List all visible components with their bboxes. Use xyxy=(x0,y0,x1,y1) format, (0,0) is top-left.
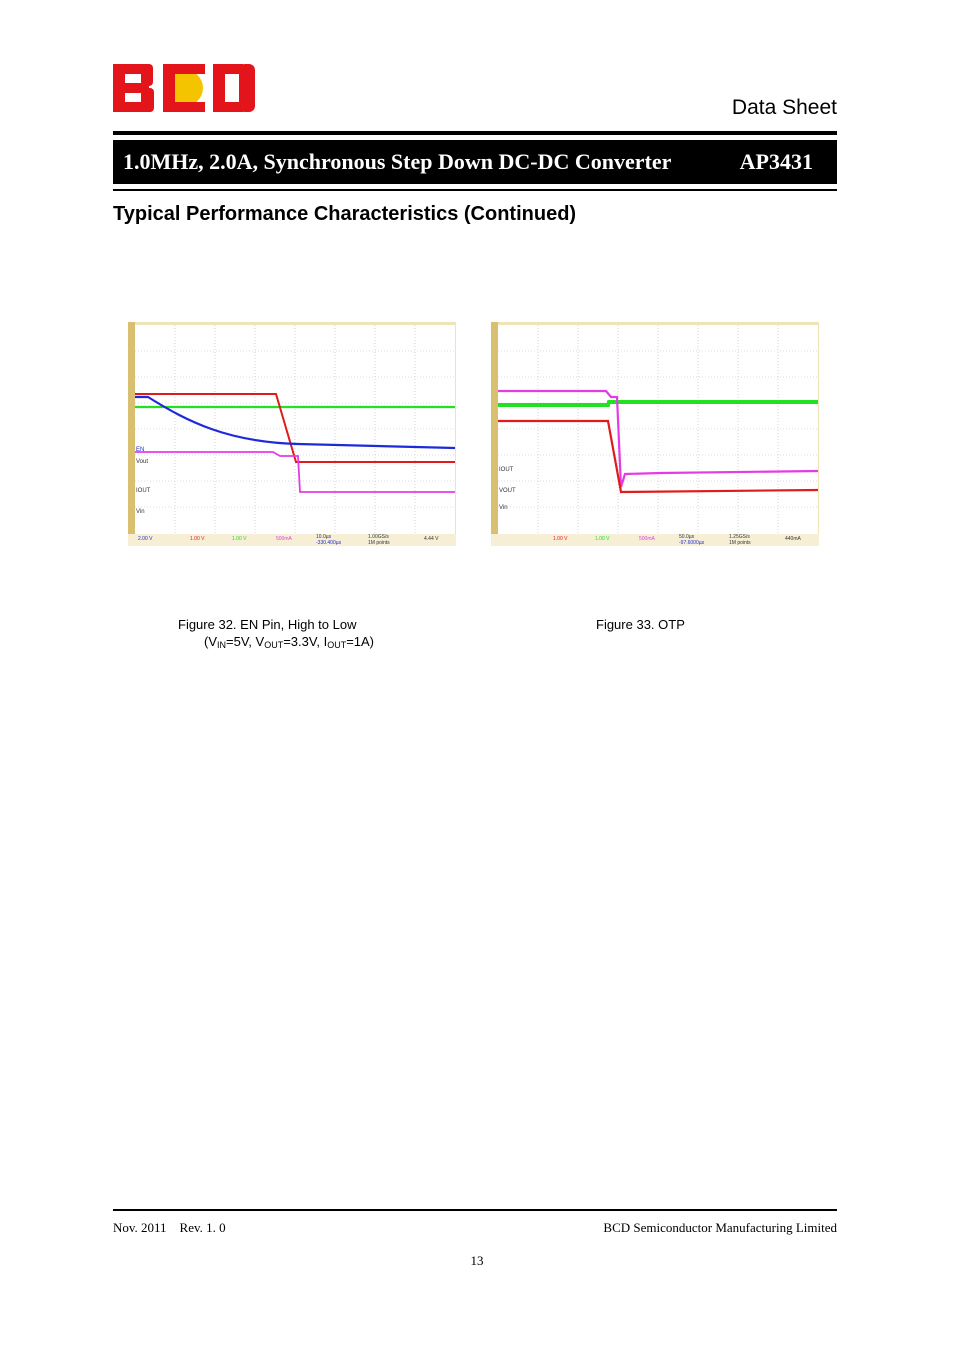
status-trigger: 4.44 V xyxy=(424,536,439,542)
cond-vin-sub: IN xyxy=(217,640,226,650)
figure-33-caption: Figure 33. OTP xyxy=(596,617,685,632)
status-points: 1M points xyxy=(729,540,751,546)
title-rule xyxy=(113,189,837,191)
document-type: Data Sheet xyxy=(731,96,837,119)
cond-iout-sub: OUT xyxy=(327,640,347,650)
page-number: 13 xyxy=(470,1253,484,1268)
status-trigger: 440mA xyxy=(785,536,801,542)
status-offset: -97.6000µs xyxy=(679,540,705,546)
cond-open: (V xyxy=(204,634,217,649)
status-ch4: 500mA xyxy=(276,536,292,542)
figure-32-conditions xyxy=(178,633,374,654)
bcd-logo xyxy=(113,64,255,112)
label-en: EN xyxy=(136,447,145,453)
status-ch2: 1.00 V xyxy=(190,536,205,542)
status-timebase: 10.0µs xyxy=(316,534,332,540)
footer-company: BCD Semiconductor Manufacturing Limited xyxy=(603,1220,837,1235)
cond-iout-val: =1A) xyxy=(346,634,375,649)
status-timebase: 50.0µs xyxy=(679,534,695,540)
document-title: 1.0MHz, 2.0A, Synchronous Step Down DC-DC Converter xyxy=(123,149,672,174)
title-bar xyxy=(113,140,837,184)
cond-vout-sub: OUT xyxy=(264,640,284,650)
footer-date-revision: Nov. 2011 Rev. 1. 0 xyxy=(113,1220,226,1235)
label-vin: Vin xyxy=(136,509,145,515)
status-ch3: 1.00 V xyxy=(595,536,610,542)
label-iout: IOUT xyxy=(136,488,151,494)
status-ch3: 1.00 V xyxy=(232,536,247,542)
status-samplerate: 1.00GS/s xyxy=(368,534,389,540)
status-offset: -330.400µs xyxy=(316,540,342,546)
label-iout: IOUT xyxy=(499,467,514,473)
footer-rule xyxy=(113,1209,837,1211)
scope-screenshot-fig33 xyxy=(491,322,819,546)
cond-vout-val: =3.3V, I xyxy=(283,634,328,649)
status-ch1: 2.00 V xyxy=(138,536,153,542)
scope-screenshot-fig32 xyxy=(128,322,456,546)
figure-32-caption-line1: Figure 32. EN Pin, High to Low xyxy=(178,617,357,632)
status-ch4: 500mA xyxy=(639,536,655,542)
section-title: Typical Performance Characteristics (Continued) xyxy=(113,203,577,225)
label-vout: VOUT xyxy=(499,488,516,494)
label-vout: Vout xyxy=(136,459,149,465)
label-vin: Vin xyxy=(499,505,508,511)
figure-32-caption xyxy=(178,616,374,654)
header-rule xyxy=(113,131,837,135)
status-points: 1M points xyxy=(368,540,390,546)
part-number: AP3431 xyxy=(739,149,813,174)
cond-vin-val: =5V, V xyxy=(226,634,265,649)
status-ch2: 1.00 V xyxy=(553,536,568,542)
status-samplerate: 1.25GS/s xyxy=(729,534,750,540)
